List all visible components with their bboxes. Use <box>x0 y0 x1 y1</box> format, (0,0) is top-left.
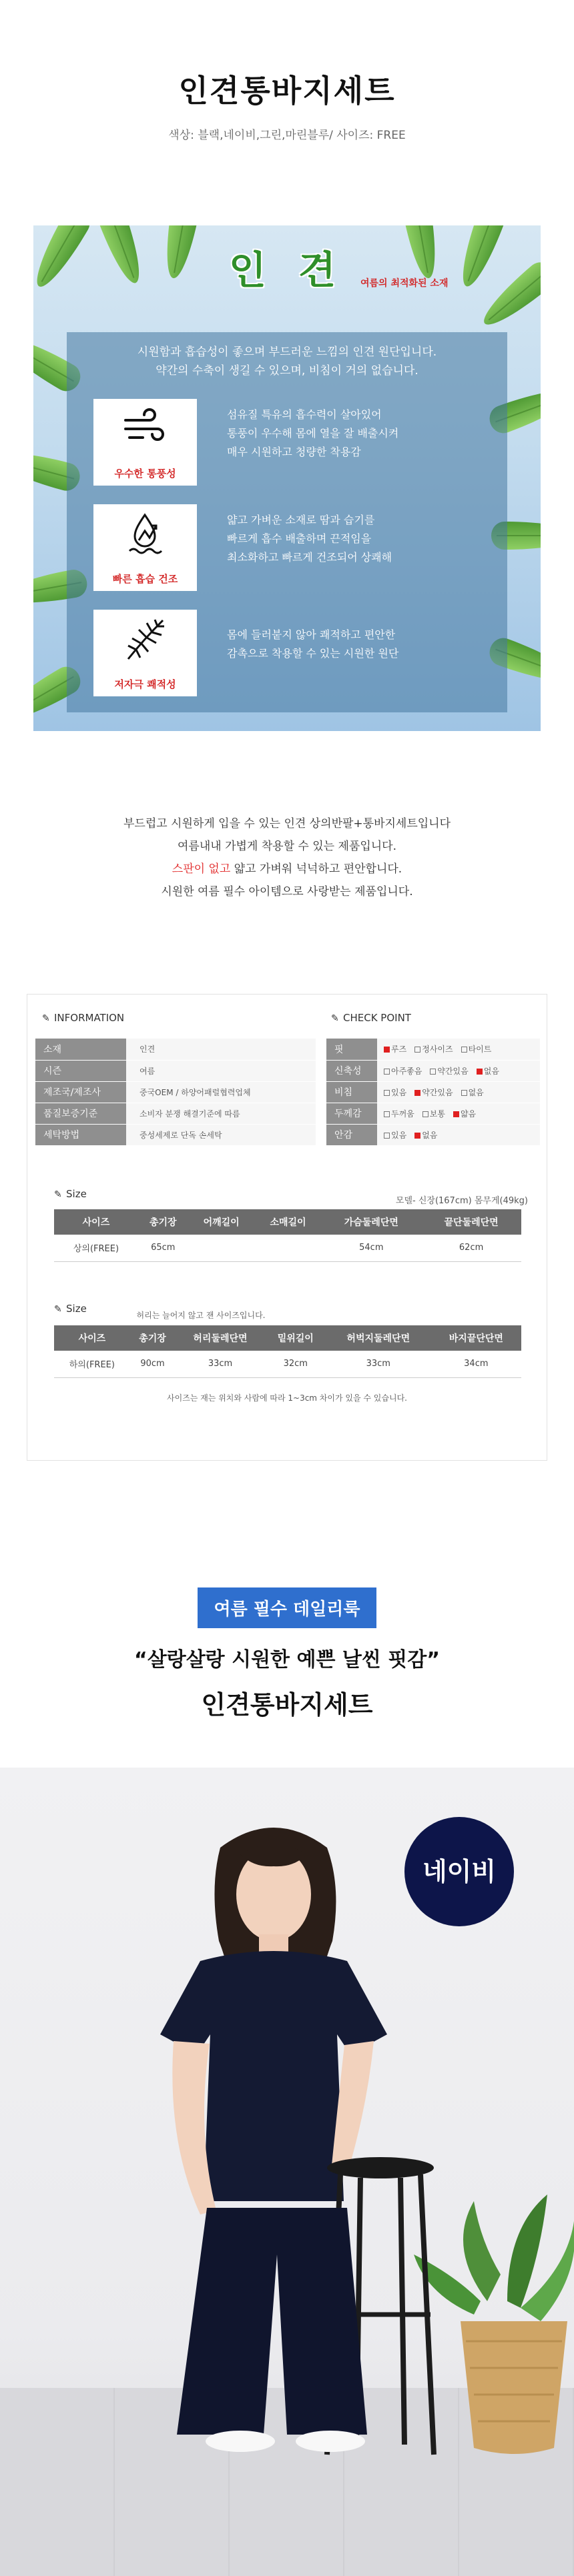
checkpoint-option <box>461 1043 492 1055</box>
size-cell: 65cm <box>138 1235 188 1261</box>
size-column-header: 밑위길이 <box>266 1325 326 1351</box>
checked-box-icon <box>453 1111 459 1117</box>
checkpoint-option <box>414 1129 437 1141</box>
feature-drying <box>93 504 484 591</box>
feature-icon-card <box>93 399 197 486</box>
info-key: 소재 <box>35 1039 126 1060</box>
option-label: 없음 <box>468 1087 484 1097</box>
checkpoint-key: 두께감 <box>326 1103 377 1124</box>
fabric-intro <box>67 332 507 380</box>
checkpoint-option <box>414 1043 453 1055</box>
product-subtitle: 색상: 블랙,네이비,그린,마린블루/ 사이즈: FREE <box>168 129 406 142</box>
table-row <box>326 1103 540 1124</box>
option-label: 루즈 <box>391 1045 407 1055</box>
size-column-header: 끝단둘레단면 <box>421 1209 521 1235</box>
checkpoint-option <box>384 1065 422 1077</box>
table-header-row <box>54 1209 521 1235</box>
size-column-header: 사이즈 <box>54 1325 130 1351</box>
info-value: 소비자 분쟁 해결기준에 따름 <box>126 1103 316 1124</box>
size-column-header: 소매길이 <box>255 1209 322 1235</box>
fabric-feature-box <box>67 332 507 712</box>
info-key: 품질보증기준 <box>35 1103 126 1124</box>
description-highlight: 스판이 없고 <box>172 862 231 876</box>
checkpoint-option <box>422 1108 445 1119</box>
size-column-header: 사이즈 <box>54 1209 138 1235</box>
option-label: 있음 <box>391 1130 407 1140</box>
size-cell: 34cm <box>431 1351 521 1377</box>
option-label: 없음 <box>483 1066 499 1076</box>
size-hint: 허리는 늘어지 않고 잰 사이즈입니다. <box>136 1311 266 1320</box>
checkpoint-option <box>384 1129 406 1141</box>
fabric-intro-line: 약간의 수축이 생길 수 있으며, 비침이 거의 없습니다. <box>156 364 418 378</box>
option-label: 두꺼움 <box>391 1109 414 1119</box>
option-label: 타이트 <box>468 1045 492 1055</box>
table-row <box>326 1039 540 1060</box>
description-line: 시원한 여름 필수 아이템으로 사랑받는 제품입니다. <box>161 885 413 898</box>
size-heading-text: Size <box>66 1303 87 1315</box>
feature-line: 최소화하고 빠르게 건조되어 상쾌해 <box>227 551 392 564</box>
table-header-row <box>54 1325 521 1351</box>
size-cell: 54cm <box>321 1235 421 1261</box>
feature-line: 빠르게 흡수 배출하며 끈적임을 <box>227 532 372 545</box>
size-cell <box>255 1235 322 1261</box>
table-row <box>35 1060 316 1081</box>
size-cell <box>188 1235 255 1261</box>
memo-icon: ✎ <box>54 1304 62 1315</box>
info-value: 인견 <box>126 1039 316 1060</box>
size-column-header: 허벅지둘레단면 <box>326 1325 431 1351</box>
feature-line: 통풍이 우수해 몸에 열을 잘 배출시켜 <box>227 427 399 440</box>
size-cell: 90cm <box>130 1351 176 1377</box>
feature-description <box>227 406 398 462</box>
unchecked-box-icon <box>430 1069 436 1075</box>
size-cell: 33cm <box>175 1351 265 1377</box>
table-row <box>326 1060 540 1081</box>
checkpoint-options <box>377 1060 540 1081</box>
info-key: 제조국/제조사 <box>35 1081 126 1103</box>
option-label: 얇음 <box>460 1109 477 1119</box>
size-table-top <box>54 1209 521 1262</box>
plant-decoration <box>414 2194 574 2454</box>
fabric-panel <box>33 225 541 731</box>
product-info-panel <box>27 994 547 1461</box>
size-top-heading <box>54 1188 87 1200</box>
description-line: 부드럽고 시원하게 입을 수 있는 인견 상의반팔+통바지세트입니다 <box>123 817 451 830</box>
unchecked-box-icon <box>384 1069 390 1075</box>
feature-line: 몸에 들러붙지 않아 쾌적하고 편안한 <box>227 628 396 641</box>
fabric-title-text: 인 견 <box>228 247 346 293</box>
table-row <box>35 1124 316 1145</box>
unchecked-box-icon <box>384 1133 390 1139</box>
checkpoint-key: 핏 <box>326 1039 377 1060</box>
option-label: 없음 <box>422 1130 438 1140</box>
checkpoint-options <box>377 1039 540 1060</box>
feature-line: 얇고 가벼운 소재로 땀과 습기를 <box>227 514 375 526</box>
size-heading-text: Size <box>66 1188 87 1200</box>
fabric-tagline: 여름의 최적화된 소재 <box>360 278 449 289</box>
table-row <box>326 1081 540 1103</box>
table-row <box>35 1081 316 1103</box>
feature-line: 매우 시원하고 청량한 착용감 <box>227 446 361 458</box>
checkpoint-key: 비침 <box>326 1081 377 1103</box>
feature-label: 빠른 흡습 건조 <box>112 573 178 585</box>
checked-box-icon <box>414 1133 420 1139</box>
checkpoint-options <box>377 1081 540 1103</box>
size-cell: 32cm <box>266 1351 326 1377</box>
option-label: 보통 <box>429 1109 445 1119</box>
checked-box-icon <box>414 1090 420 1096</box>
table-row <box>35 1039 316 1060</box>
info-heading <box>42 1012 124 1024</box>
option-label: 아주좋음 <box>391 1066 422 1076</box>
checkpoint-table <box>326 1039 540 1146</box>
size-cell: 62cm <box>421 1235 521 1261</box>
memo-icon: ✎ <box>42 1013 50 1024</box>
unchecked-box-icon <box>384 1090 390 1096</box>
checkpoint-option <box>384 1087 406 1098</box>
table-row <box>54 1351 521 1377</box>
size-column-header: 어깨길이 <box>188 1209 255 1235</box>
product-description <box>0 812 574 903</box>
option-label: 있음 <box>391 1087 407 1097</box>
option-label: 약간있음 <box>437 1066 469 1076</box>
model-photo <box>0 1768 574 2576</box>
feature-comfort <box>93 610 484 696</box>
size-cell: 33cm <box>326 1351 431 1377</box>
unchecked-box-icon <box>461 1090 467 1096</box>
feature-line: 감촉으로 착용할 수 있는 시원한 원단 <box>227 647 399 660</box>
checkpoint-key: 안감 <box>326 1124 377 1145</box>
info-key: 세탁방법 <box>35 1124 126 1145</box>
checkpoint-options <box>377 1124 540 1145</box>
color-badge: 네이비 <box>404 1817 514 1926</box>
fabric-intro-line: 시원함과 흡습성이 좋으며 부드러운 느낌의 인견 원단입니다. <box>137 346 437 359</box>
checked-box-icon <box>384 1047 390 1053</box>
info-table <box>35 1039 316 1146</box>
info-value: 중국OEM / 하양어패럴협력업체 <box>126 1081 316 1103</box>
size-column-header: 가슴둘레단면 <box>321 1209 421 1235</box>
checkpoint-option <box>384 1043 406 1055</box>
unchecked-box-icon <box>461 1047 467 1053</box>
unchecked-box-icon <box>384 1111 390 1117</box>
checkpoint-heading-text: CHECK POINT <box>343 1012 411 1024</box>
unchecked-box-icon <box>422 1111 428 1117</box>
checkpoint-option <box>384 1108 414 1119</box>
checkpoint-options <box>377 1103 540 1124</box>
look-quote: “살랑살랑 시원한 예쁜 날씬 핏감” <box>134 1648 440 1672</box>
feature-description <box>227 626 398 663</box>
fabric-title <box>33 239 541 295</box>
memo-icon: ✎ <box>54 1189 62 1200</box>
table-row <box>35 1103 316 1124</box>
info-value: 여름 <box>126 1060 316 1081</box>
size-cell: 하의(FREE) <box>54 1351 130 1377</box>
header <box>0 0 574 213</box>
size-column-header: 허리둘레단면 <box>175 1325 265 1351</box>
product-title: 인견통바지세트 <box>178 73 396 109</box>
description-line <box>0 858 574 880</box>
fern-icon <box>123 616 167 663</box>
feature-label: 우수한 통풍성 <box>114 468 176 480</box>
size-column-header: 총기장 <box>130 1325 176 1351</box>
feature-ventilation <box>93 399 484 486</box>
daily-look-section <box>0 1587 574 1721</box>
table-row <box>326 1124 540 1145</box>
option-label: 약간있음 <box>422 1087 453 1097</box>
option-label: 정사이즈 <box>422 1045 453 1055</box>
moisture-icon <box>123 511 167 558</box>
memo-icon: ✎ <box>331 1013 339 1024</box>
info-heading-text: INFORMATION <box>54 1012 125 1024</box>
checkpoint-option <box>477 1065 499 1077</box>
checkpoint-option <box>453 1108 476 1119</box>
look-product-name: 인견통바지세트 <box>201 1690 373 1720</box>
size-note: 사이즈는 재는 위치와 사람에 따라 1~3cm 차이가 있을 수 있습니다. <box>167 1393 407 1403</box>
info-key: 시즌 <box>35 1060 126 1081</box>
description-text: 얇고 가벼워 넉넉하고 편안합니다. <box>230 862 402 876</box>
model-info: 모델- 신장(167cm) 몸무게(49kg) <box>395 1196 528 1206</box>
checkpoint-option <box>414 1087 453 1098</box>
checked-box-icon <box>477 1069 483 1075</box>
checkpoint-key: 신축성 <box>326 1060 377 1081</box>
description-line: 여름내내 가볍게 착용할 수 있는 제품입니다. <box>177 840 397 853</box>
size-table-bottom <box>54 1325 521 1378</box>
feature-line: 섬유질 특유의 흡수력이 살아있어 <box>227 408 382 421</box>
size-column-header: 총기장 <box>138 1209 188 1235</box>
feature-label: 저자극 쾌적성 <box>114 678 176 690</box>
checkpoint-heading <box>331 1012 411 1024</box>
unchecked-box-icon <box>414 1047 420 1053</box>
checkpoint-option <box>461 1087 484 1098</box>
daily-look-badge: 여름 필수 데일리룩 <box>198 1587 376 1628</box>
feature-icon-card <box>93 610 197 696</box>
size-column-header: 바지끝단단면 <box>431 1325 521 1351</box>
feature-icon-card <box>93 504 197 591</box>
checkpoint-option <box>430 1065 468 1077</box>
wind-icon <box>123 406 167 452</box>
table-row <box>54 1235 521 1261</box>
feature-description <box>227 511 392 567</box>
info-value: 중성세제로 단독 손세탁 <box>126 1124 316 1145</box>
size-cell: 상의(FREE) <box>54 1235 138 1261</box>
